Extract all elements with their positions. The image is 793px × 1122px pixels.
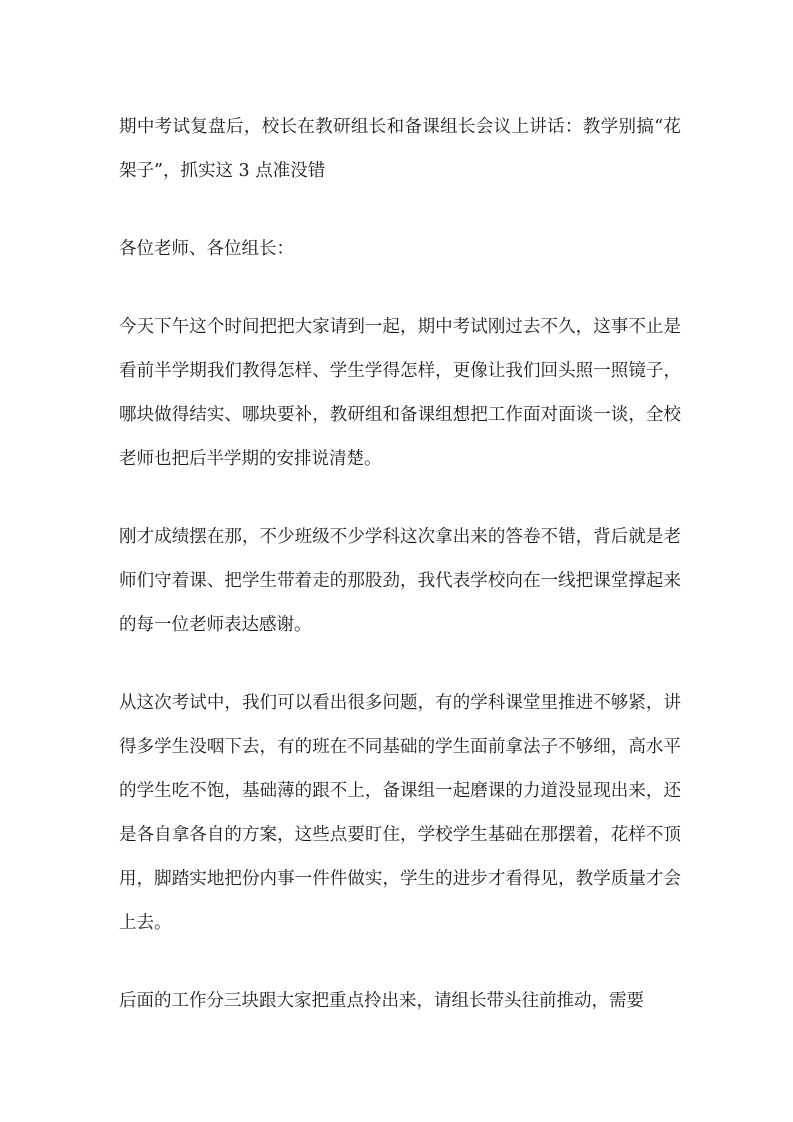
paragraph-4: 后面的工作分三块跟大家把重点拎出来，请组长带头往前推动，需要 — [119, 991, 644, 1011]
document-body — [119, 105, 681, 1057]
salutation: 各位老师、各位组长： — [119, 239, 294, 259]
paragraph-2: 刚才成绩摆在那，不少班级不少学科这次拿出来的答卷不错，背后就是老师们守着课、把学生带着走的那股劲，我代表学校向在一线把课堂撑起来的每一位老师表达感谢。 — [119, 527, 681, 635]
paragraph-1: 今天下午这个时间把把大家请到一起，期中考试刚过去不久，这事不止是看前半学期我们教得怎样、学生学得怎样，更像让我们回头照一照镜子，哪块做得结实、哪块要补，教研组和备课组想把工作面对面谈一谈，全校老师也把后半学期的安排说清楚。 — [119, 317, 681, 469]
paragraph-3: 从这次考试中，我们可以看出很多问题，有的学科课堂里推进不够紧，讲得多学生没咽下去，有的班在不同基础的学生面前拿法子不够细，高水平的学生吃不饱，基础薄的跟不上，备课组一起磨课的力道没显现出来，还是各自拿各自的方案，这些点要盯住，学校学生基础在那摆着，花样不顶用，脚踏实地把份内事一件件做实，学生的进步才看得见，教学质量才会上去。 — [119, 693, 681, 933]
document-title: 期中考试复盘后，校长在教研组长和备课组长会议上讲话：教学别搞“花架子”，抓实这 3 点准没错 — [119, 117, 681, 181]
